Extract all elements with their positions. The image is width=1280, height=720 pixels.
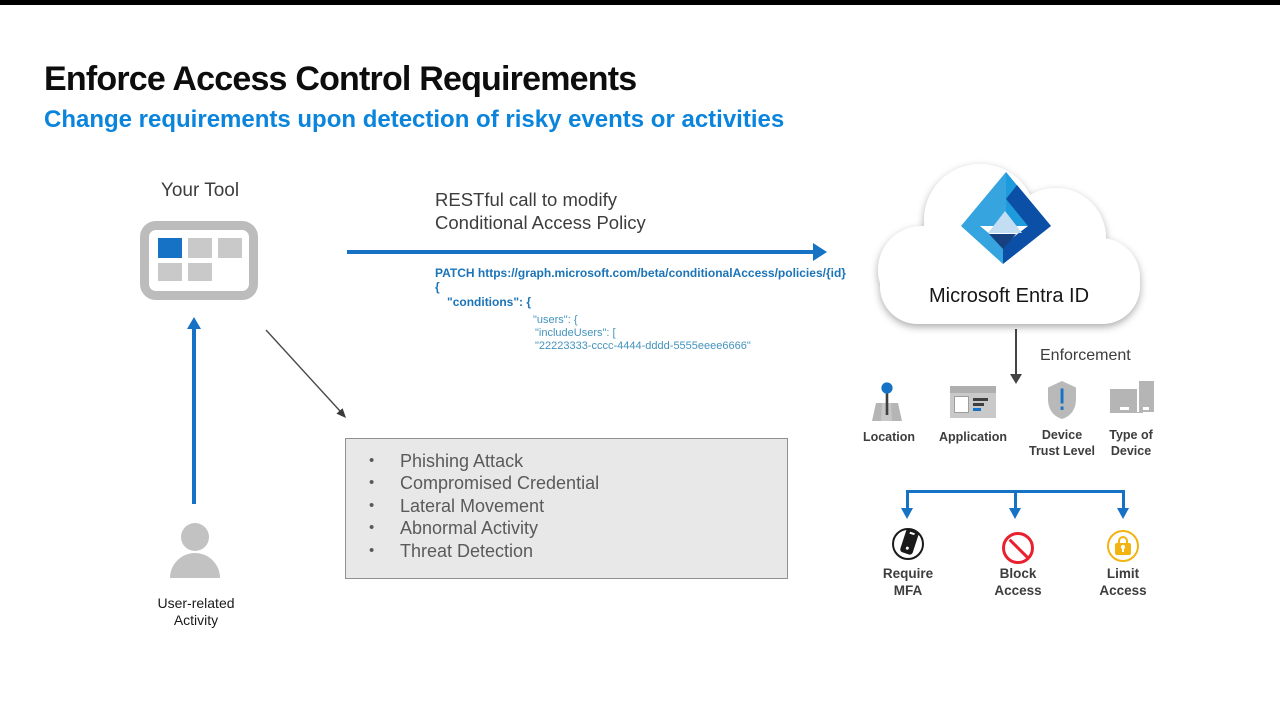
risk-item-label: Abnormal Activity	[400, 518, 539, 539]
rest-arrow-stem	[347, 250, 813, 254]
user-activity-line1: User-related	[157, 595, 235, 611]
list-item	[346, 517, 787, 539]
condition-label-line: Location	[862, 430, 916, 444]
page-title: Enforce Access Control Requirements	[44, 60, 637, 98]
risk-item-label: Compromised Credential	[400, 473, 600, 494]
branch-stem	[1014, 490, 1017, 509]
tool-tile-blue	[158, 238, 182, 258]
code-line-conditions: "conditions": {	[447, 295, 532, 309]
block-access-slash	[1008, 538, 1028, 558]
block-access-icon	[1002, 532, 1034, 564]
application-icon	[950, 386, 996, 418]
require-mfa-icon	[892, 528, 924, 560]
condition-label-line: Application	[938, 430, 1008, 444]
condition-label-line: Device	[1041, 428, 1083, 442]
rest-call-caption-line1: RESTful call to modify	[435, 189, 617, 210]
tool-tile-row	[158, 238, 249, 258]
action-label-line: Require	[882, 566, 934, 581]
rest-arrow-icon	[813, 243, 827, 261]
entra-id-label: Microsoft Entra ID	[928, 285, 1090, 307]
application-icon-line	[973, 403, 984, 406]
slide-top-border	[0, 0, 1280, 5]
risk-events-box	[345, 438, 788, 579]
code-line-includeusers: "includeUsers": [	[535, 327, 616, 339]
rest-call-caption-line2: Conditional Access Policy	[435, 212, 646, 233]
page-subtitle: Change requirements upon detection of risky events or activities	[44, 106, 785, 133]
enforcement-label: Enforcement	[1040, 347, 1131, 364]
device-trust-shield-icon	[1047, 380, 1077, 420]
branch-arrow-icon	[1009, 508, 1021, 519]
bullet-icon: •	[369, 541, 375, 559]
mfa-phone-button	[905, 546, 909, 550]
bullet-icon: •	[369, 474, 375, 492]
risk-item-label: Lateral Movement	[400, 495, 545, 516]
list-item	[346, 540, 787, 562]
action-label-block-access	[973, 566, 1063, 599]
user-activity-line2: Activity	[173, 612, 219, 628]
tool-tile	[158, 263, 182, 281]
condition-label-line: Trust Level	[1029, 443, 1095, 458]
person-icon	[181, 523, 209, 551]
branch-arrow-icon	[901, 508, 913, 519]
action-label-limit-access	[1078, 566, 1168, 599]
tool-tile	[188, 263, 212, 281]
phone-icon-detail	[1143, 407, 1149, 410]
condition-label-line: Type of	[1109, 428, 1153, 442]
laptop-icon-detail	[1120, 407, 1129, 410]
list-item	[346, 495, 787, 517]
condition-label-device-type	[1089, 428, 1173, 459]
bullet-icon: •	[369, 496, 375, 514]
user-activity-label	[136, 595, 256, 629]
code-line-brace: {	[435, 280, 440, 294]
condition-label-application	[931, 430, 1015, 446]
action-label-line: Access	[994, 582, 1042, 598]
branch-stem	[906, 490, 909, 509]
up-arrow-icon	[187, 317, 201, 329]
list-item	[346, 450, 787, 472]
branch-stem	[1122, 490, 1125, 509]
application-icon-line-blue	[973, 408, 981, 411]
code-line-guid: "22223333-cccc-4444-dddd-5555eeee6666"	[535, 340, 751, 352]
location-icon	[869, 381, 905, 422]
action-label-line: Access	[1099, 582, 1147, 598]
risk-item-label: Threat Detection	[400, 540, 534, 561]
code-line-patch: PATCH https://graph.microsoft.com/beta/conditionalAccess/policies/{id}	[435, 266, 846, 280]
application-icon-panel	[954, 396, 969, 413]
bullet-icon: •	[369, 452, 375, 469]
dashboard-tool-icon	[140, 221, 258, 300]
enforcement-arrow-stem	[1015, 329, 1017, 375]
list-item	[346, 472, 787, 494]
rest-call-caption	[435, 188, 646, 234]
application-icon-titlebar	[950, 386, 996, 393]
condition-label-line: Device	[1110, 443, 1152, 458]
action-label-line: Block	[999, 566, 1037, 581]
enforcement-arrow-icon	[1010, 374, 1022, 384]
application-icon-line	[973, 398, 988, 401]
mfa-phone-speaker	[910, 531, 915, 534]
entra-id-logo-icon	[956, 170, 1056, 270]
mfa-phone-icon	[899, 528, 919, 556]
condition-label-location	[847, 430, 931, 446]
action-label-line: MFA	[893, 582, 923, 598]
person-icon-body	[170, 553, 220, 578]
your-tool-label: Your Tool	[160, 180, 240, 201]
up-arrow-stem	[192, 329, 196, 504]
lock-body	[1115, 543, 1131, 555]
tool-tile-row	[158, 263, 249, 281]
action-label-require-mfa	[863, 566, 953, 599]
action-label-line: Limit	[1106, 566, 1140, 581]
tool-tile	[188, 238, 212, 258]
risk-item-label: Phishing Attack	[400, 451, 524, 471]
diagonal-arrow-icon	[260, 324, 360, 428]
code-line-users: "users": {	[533, 314, 578, 326]
limit-access-lock-icon	[1107, 530, 1139, 562]
keyhole-stem	[1122, 548, 1124, 552]
tool-tile	[218, 238, 242, 258]
bullet-icon: •	[369, 519, 375, 537]
branch-arrow-icon	[1117, 508, 1129, 519]
device-type-icon	[1110, 381, 1156, 421]
